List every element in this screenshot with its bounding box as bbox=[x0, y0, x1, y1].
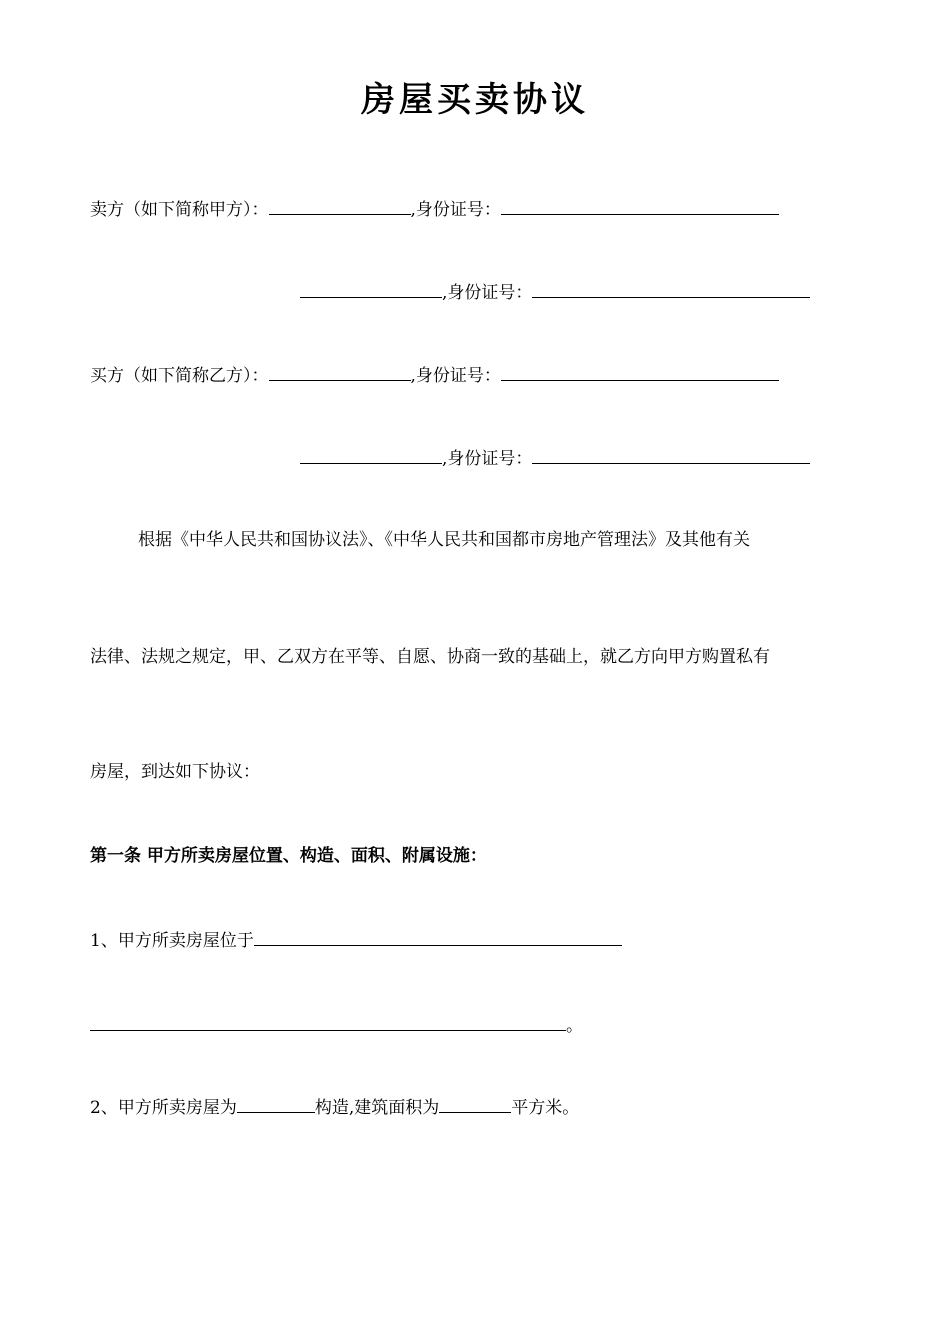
preamble-line-3: 房屋，到达如下协议： bbox=[90, 762, 260, 782]
item-2-suffix: 平方米。 bbox=[511, 1098, 580, 1118]
buyer-name-blank-1[interactable] bbox=[269, 362, 411, 381]
seller-id-blank-2[interactable] bbox=[532, 279, 810, 298]
item-2-mid: 构造,建筑面积为 bbox=[314, 1098, 440, 1118]
buyer-line-1 bbox=[90, 362, 779, 388]
item-1-end: 。 bbox=[566, 1016, 583, 1036]
seller-name-blank-1[interactable] bbox=[269, 196, 411, 215]
item-1-prefix: 1、甲方所卖房屋位于 bbox=[90, 931, 254, 951]
seller-id-label-1: ,身份证号： bbox=[410, 200, 501, 220]
structure-blank[interactable] bbox=[237, 1094, 315, 1113]
seller-label: 卖方（如下简称甲方）： bbox=[90, 200, 269, 220]
article-1-item-2 bbox=[90, 1094, 579, 1120]
preamble-line-1: 根据《中华人民共和国协议法》、《中华人民共和国都市房地产管理法》及其他有关 bbox=[138, 530, 750, 550]
seller-line-2 bbox=[300, 279, 810, 305]
article-1-item-1-cont bbox=[90, 1012, 583, 1038]
buyer-id-label-1: ,身份证号： bbox=[410, 366, 501, 386]
seller-id-blank-1[interactable] bbox=[501, 196, 779, 215]
preamble-line-2: 法律、法规之规定，甲、乙双方在平等、自愿、协商一致的基础上，就乙方向甲方购置私有 bbox=[90, 647, 770, 667]
document-title: 房屋买卖协议 bbox=[361, 80, 589, 120]
item-2-prefix: 2、甲方所卖房屋为 bbox=[90, 1098, 237, 1118]
location-blank-1[interactable] bbox=[254, 927, 622, 946]
buyer-label: 买方（如下简称乙方）： bbox=[90, 366, 269, 386]
article-1-heading: 第一条 甲方所卖房屋位置、构造、面积、附属设施： bbox=[90, 846, 487, 866]
seller-id-label-2: ,身份证号： bbox=[442, 283, 533, 303]
buyer-id-label-2: ,身份证号： bbox=[442, 449, 533, 469]
buyer-id-blank-2[interactable] bbox=[532, 445, 810, 464]
seller-line-1 bbox=[90, 196, 779, 222]
buyer-line-2 bbox=[300, 445, 810, 471]
article-1-item-1 bbox=[90, 927, 622, 953]
location-blank-2[interactable] bbox=[90, 1012, 566, 1031]
seller-name-blank-2[interactable] bbox=[300, 279, 442, 298]
area-blank[interactable] bbox=[439, 1094, 511, 1113]
buyer-id-blank-1[interactable] bbox=[501, 362, 779, 381]
buyer-name-blank-2[interactable] bbox=[300, 445, 442, 464]
